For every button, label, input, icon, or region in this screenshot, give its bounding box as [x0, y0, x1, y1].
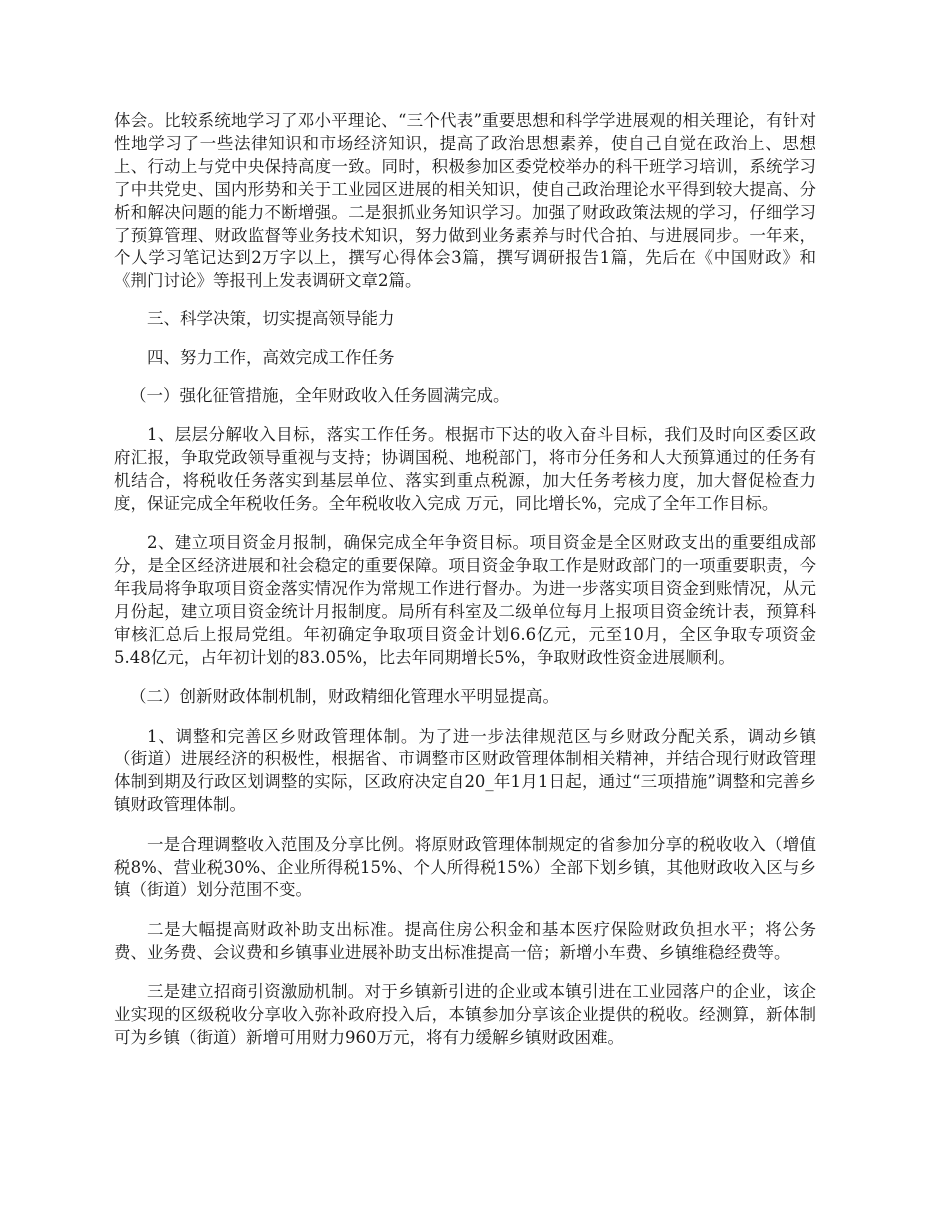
subsection-heading-2: （二）创新财政体制机制，财政精细化管理水平明显提高。 — [130, 687, 559, 707]
paragraph-measure-1: 一是合理调整收入范围及分享比例。将原财政管理体制规定的省参加分享的税收收入（增值税8%、营业税30%、企业所得税15%、个人所得税15%）全部下划乡镇，其他财政收入区与乡镇（街道）划分范围不变。 — [114, 834, 816, 900]
paragraph-project-funds: 2、建立项目资金月报制，确保完成全年争资目标。项目资金是全区财政支出的重要组成部分，是全区经济进展和社会稳定的重要保障。项目资金争取工作是财政部门的一项重要职责，今年我局将争取项目资金落实情况作为常规工作进行督办。为进一步落实项目资金到账情况，从元月份起，建立项目资金统计月报制度。局所有科室及二级单位每月上报项目资金统计表，预算科审核汇总后上报局党组。年初确定争取项目资金计划6.6亿元，元至10月，全区争取专项资金5.48亿元，占年初计划的83.05%，比去年同期增长5%，争取财政性资金进展顺利。 — [114, 533, 816, 667]
paragraph-revenue-targets: 1、层层分解收入目标，落实工作任务。根据市下达的收入奋斗目标，我们及时向区委区政府汇报，争取党政领导重视与支持；协调国税、地税部门，将市分任务和人大预算通过的任务有机结合，将税收任务落实到基层单位、落实到重点税源，加大任务考核力度，加大督促检查力度，保证完成全年税收任务。全年税收收入完成 万元，同比增长%，完成了全年工作目标。 — [114, 425, 816, 513]
subsection-heading-1: （一）强化征管措施，全年财政收入任务圆满完成。 — [130, 385, 510, 405]
paragraph-study: 体会。比较系统地学习了邓小平理论、“三个代表”重要思想和科学学进展观的相关理论，有针对性地学习了一些法律知识和市场经济知识，提高了政治思想素养，使自己自觉在政治上、思想上、行动上与党中央保持高度一致。同时，积极参加区委党校举办的科干班学习培训，系统学习了中共党史、国内形势和关于工业园区进展的相关知识，使自己政治理论水平得到较大提高、分析和解决问题的能力不断增强。二是狠抓业务知识学习。加强了财政政策法规的学习，仔细学习了预算管理、财政监督等业务技术知识，努力做到业务素养与时代合拍、与进展同步。一年来，个人学习笔记达到2万字以上，撰写心得体会3篇，撰写调研报告1篇，先后在《中国财政》和《荆门讨论》等报刊上发表调研文章2篇。 — [114, 111, 816, 291]
paragraph-measure-2: 二是大幅提高财政补助支出标准。提高住房公积金和基本医疗保险财政负担水平；将公务费、业务费、会议费和乡镇事业进展补助支出标准提高一倍；新增小车费、乡镇维稳经费等。 — [114, 919, 816, 962]
paragraph-fiscal-system: 1、调整和完善区乡财政管理体制。为了进一步法律规范区与乡财政分配关系，调动乡镇（街道）进展经济的积极性，根据省、市调整市区财政管理体制相关精神，并结合现行财政管理体制到期及行政区划调整的实际，区政府决定自20_年1月1日起，通过“三项措施”调整和完善乡镇财政管理体制。 — [114, 726, 816, 815]
section-heading-3: 三、科学决策，切实提高领导能力 — [147, 309, 395, 329]
section-heading-4: 四、努力工作，高效完成工作任务 — [147, 347, 395, 367]
paragraph-measure-3: 三是建立招商引资激励机制。对于乡镇新引进的企业或本镇引进在工业园落户的企业，该企业实现的区级税收分享收入弥补政府投入后，本镇参加分享该企业提供的税收。经测算，新体制可为乡镇（街道）新增可用财力960万元，将有力缓解乡镇财政困难。 — [114, 982, 816, 1047]
